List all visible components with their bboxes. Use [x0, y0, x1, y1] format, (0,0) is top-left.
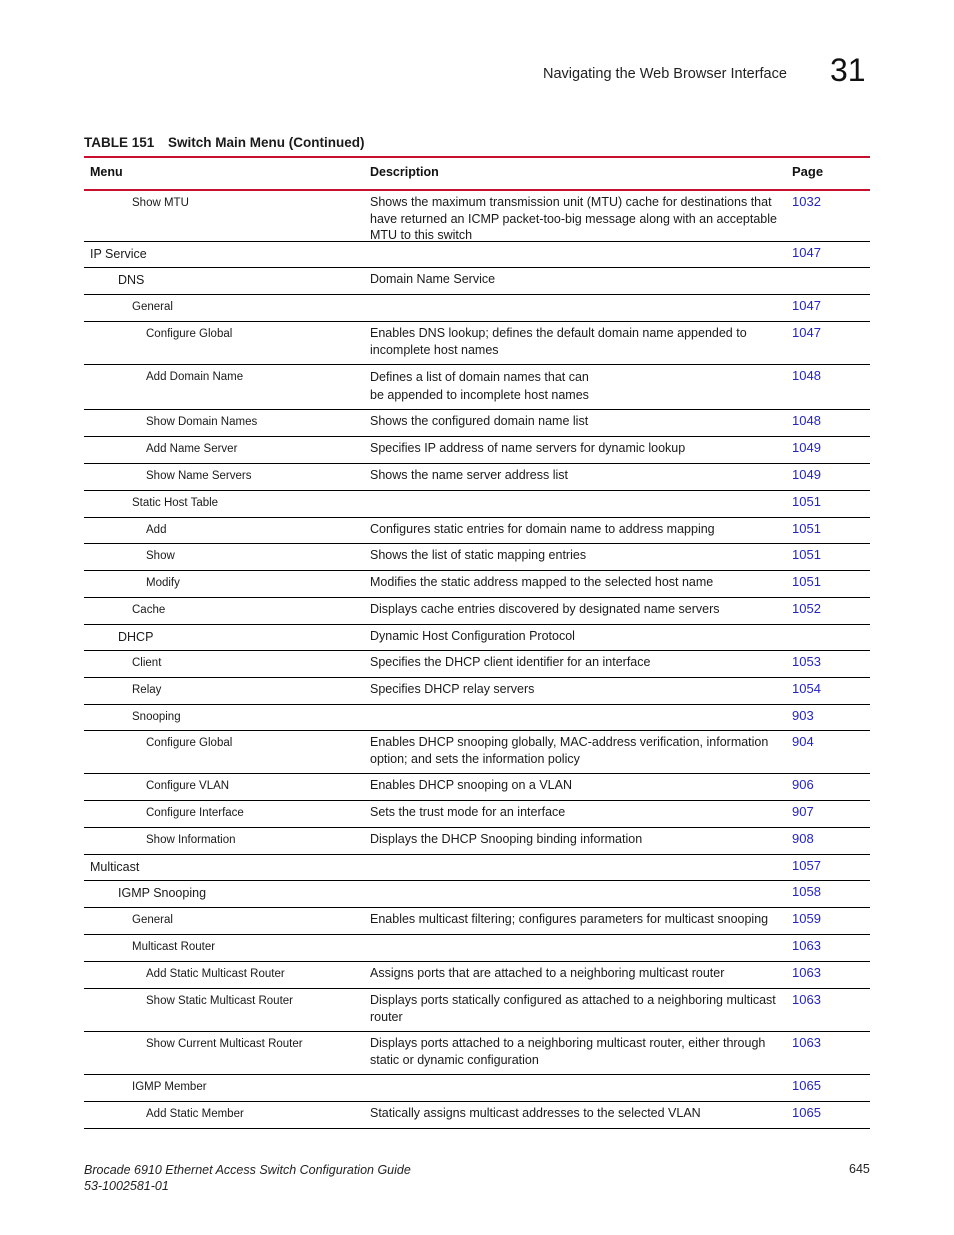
menu-cell: Cache [132, 604, 166, 616]
menu-cell: Add Static Multicast Router [146, 968, 285, 980]
page-link[interactable]: 1063 [792, 965, 821, 980]
page-link[interactable]: 1063 [792, 938, 821, 953]
description-cell: Defines a list of domain names that can be appended to incomplete host names [370, 370, 589, 402]
page-link[interactable]: 904 [792, 734, 814, 749]
table-row [84, 828, 870, 855]
table-row [84, 571, 870, 598]
table-row [84, 491, 870, 518]
page-link[interactable]: 1047 [792, 298, 821, 313]
page-link[interactable]: 908 [792, 831, 814, 846]
table-row [84, 731, 870, 774]
description-cell: Domain Name Service [370, 272, 496, 286]
table-row [84, 855, 870, 881]
page-link[interactable]: 1065 [792, 1105, 821, 1120]
page-link[interactable]: 1048 [792, 413, 821, 428]
table-row [84, 774, 870, 801]
page-link[interactable]: 1032 [792, 194, 821, 209]
table-row [84, 191, 870, 242]
description-cell: Shows the configured domain name list [370, 414, 589, 428]
page-link[interactable]: 906 [792, 777, 814, 792]
table-row [84, 908, 870, 935]
footer-page-number: 645 [849, 1162, 870, 1176]
menu-cell: Multicast Router [132, 941, 216, 953]
page-link[interactable]: 1063 [792, 992, 821, 1007]
menu-cell: Show [146, 550, 175, 562]
chapter-number: 31 [830, 52, 866, 88]
table-row [84, 651, 870, 678]
description-cell: Specifies the DHCP client identifier for an interface [370, 655, 651, 669]
menu-cell: Show Information [146, 834, 236, 846]
column-header-page: Page [792, 164, 824, 179]
menu-cell: Show Static Multicast Router [146, 995, 294, 1007]
page-link[interactable]: 1047 [792, 245, 821, 260]
description-cell: Specifies DHCP relay servers [370, 682, 535, 696]
page-link[interactable]: 1049 [792, 467, 821, 482]
page-link[interactable]: 1054 [792, 681, 821, 696]
description-cell: Configures static entries for domain name to address mapping [370, 522, 715, 536]
page-link[interactable]: 1053 [792, 654, 821, 669]
table-row [84, 881, 870, 908]
menu-cell: Configure Global [146, 328, 233, 340]
menu-cell: Modify [146, 577, 180, 589]
description-cell: Displays ports attached to a neighboring multicast router, either through static or dynamic configuration [370, 1036, 766, 1067]
column-header-description: Description [370, 165, 439, 179]
table-row [84, 544, 870, 571]
description-cell: Specifies IP address of name servers for dynamic lookup [370, 441, 686, 455]
description-cell: Shows the list of static mapping entries [370, 548, 587, 562]
page-link[interactable]: 1065 [792, 1078, 821, 1093]
menu-cell: IGMP Snooping [118, 886, 207, 900]
table-row [84, 410, 870, 437]
page-link[interactable]: 1063 [792, 1035, 821, 1050]
table-caption-label: TABLE 151 [84, 135, 155, 150]
menu-cell: Show Domain Names [146, 416, 258, 428]
table-row [84, 678, 870, 705]
description-cell: Statically assigns multicast addresses to the selected VLAN [370, 1106, 701, 1120]
menu-cell: Relay [132, 684, 162, 696]
menu-cell: Static Host Table [132, 497, 219, 509]
table-row [84, 268, 870, 295]
table-row [84, 365, 870, 410]
footer-doc-title: Brocade 6910 Ethernet Access Switch Configuration Guide [84, 1163, 411, 1177]
page-link[interactable]: 1051 [792, 494, 821, 509]
menu-cell: Configure Interface [146, 807, 244, 819]
menu-cell: DNS [118, 273, 145, 287]
table-row [84, 598, 870, 625]
menu-cell: Add Name Server [146, 443, 238, 455]
table-caption-title: Switch Main Menu (Continued) [168, 135, 365, 150]
table-row [84, 625, 870, 651]
table-row [84, 242, 870, 268]
menu-cell: Configure Global [146, 737, 233, 749]
menu-cell: Add Static Member [146, 1108, 244, 1120]
menu-cell: Configure VLAN [146, 780, 230, 792]
page-link[interactable]: 1052 [792, 601, 821, 616]
table-row [84, 1102, 870, 1129]
menu-cell: General [132, 914, 173, 926]
page-link[interactable]: 1051 [792, 521, 821, 536]
menu-cell: Show MTU [132, 197, 189, 209]
description-cell: Displays ports statically configured as attached to a neighboring multicast router [370, 993, 776, 1024]
description-cell: Enables DHCP snooping globally, MAC-address verification, information option; and sets the information policy [370, 735, 769, 766]
table-row [84, 962, 870, 989]
menu-cell: Multicast [90, 860, 140, 874]
page-link[interactable]: 1059 [792, 911, 821, 926]
table-row [84, 1075, 870, 1102]
description-cell: Enables DNS lookup; defines the default domain name appended to incomplete host names [370, 326, 747, 357]
description-cell: Shows the name server address list [370, 468, 569, 482]
page-link[interactable]: 907 [792, 804, 814, 819]
description-cell: Displays cache entries discovered by designated name servers [370, 602, 720, 616]
footer-doc-info [84, 1162, 411, 1194]
page-link[interactable]: 1057 [792, 858, 821, 873]
description-cell: Shows the maximum transmission unit (MTU) cache for destinations that have returned an ICMP packet-too-big message along with an acceptable MTU to this switch [370, 195, 777, 242]
description-cell: Assigns ports that are attached to a neighboring multicast router [370, 966, 725, 980]
description-cell: Modifies the static address mapped to the selected host name [370, 575, 714, 589]
page-link[interactable]: 1049 [792, 440, 821, 455]
page-link[interactable]: 1051 [792, 574, 821, 589]
table-caption [84, 135, 364, 150]
menu-cell: Add Domain Name [146, 371, 244, 383]
menu-cell: Show Name Servers [146, 470, 252, 482]
section-title: Navigating the Web Browser Interface [543, 66, 787, 82]
page-link[interactable]: 1051 [792, 547, 821, 562]
menu-cell: IGMP Member [132, 1081, 207, 1093]
column-header-menu: Menu [90, 165, 123, 179]
menu-cell: Show Current Multicast Router [146, 1038, 303, 1050]
footer-doc-number: 53-1002581-01 [84, 1179, 169, 1193]
page-link[interactable]: 1058 [792, 884, 821, 899]
description-cell: Sets the trust mode for an interface [370, 805, 566, 819]
menu-cell: General [132, 301, 173, 313]
menu-cell: IP Service [90, 247, 147, 261]
table-body [84, 191, 870, 1129]
table-row [84, 322, 870, 365]
page-link[interactable]: 1048 [792, 368, 821, 383]
table-row [84, 705, 870, 731]
table-row [84, 989, 870, 1032]
table-header-row [84, 158, 870, 189]
description-cell: Enables multicast filtering; configures parameters for multicast snooping [370, 912, 769, 926]
page-link[interactable]: 903 [792, 708, 814, 723]
table-row [84, 295, 870, 322]
table-row [84, 464, 870, 491]
menu-cell: DHCP [118, 630, 154, 644]
menu-cell: Client [132, 657, 162, 669]
menu-cell: Snooping [132, 711, 181, 723]
menu-table [84, 156, 870, 1129]
menu-cell: Add [146, 524, 167, 536]
page-link[interactable]: 1047 [792, 325, 821, 340]
table-row [84, 935, 870, 962]
table-row [84, 801, 870, 828]
description-cell: Enables DHCP snooping on a VLAN [370, 778, 572, 792]
table-row [84, 437, 870, 464]
table-row [84, 518, 870, 544]
description-cell: Dynamic Host Configuration Protocol [370, 629, 575, 643]
table-row [84, 1032, 870, 1075]
description-cell: Displays the DHCP Snooping binding information [370, 832, 643, 846]
